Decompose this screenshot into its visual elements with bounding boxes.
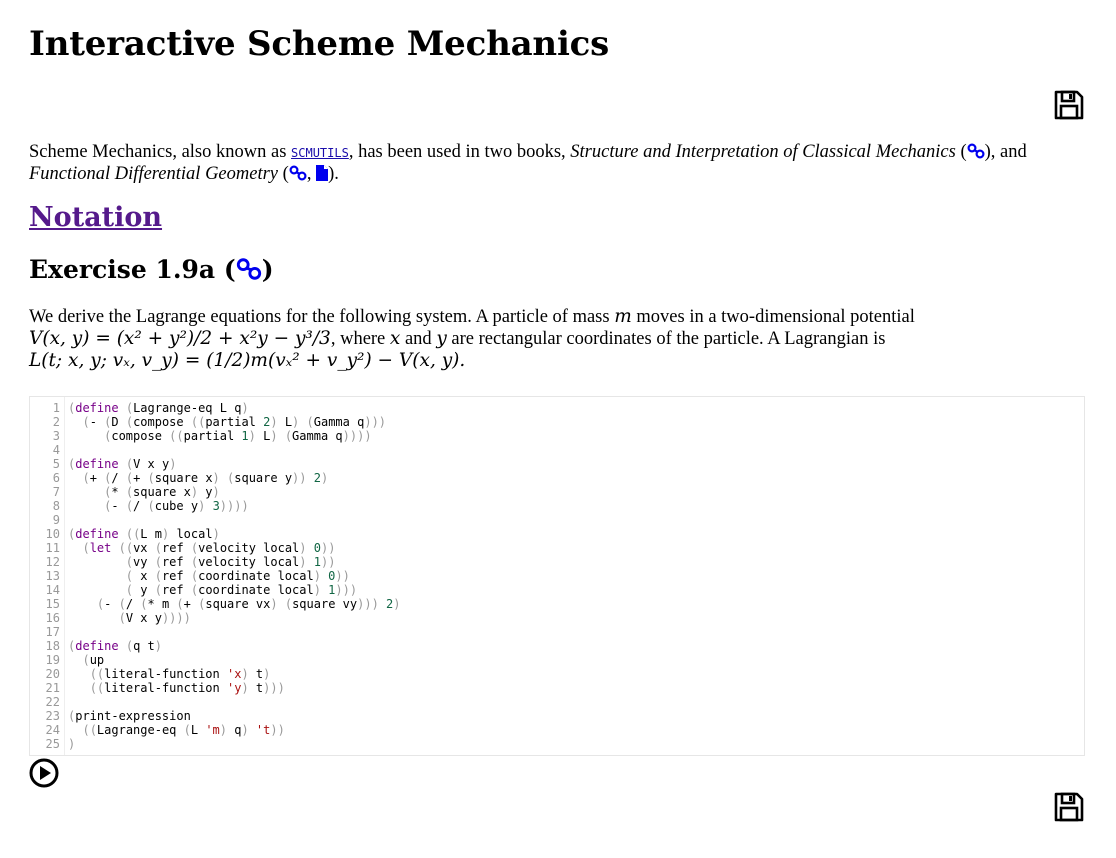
- save-icon: [1053, 791, 1085, 823]
- code-line: ( y (ref (coordinate local) 1))): [125, 583, 358, 597]
- line-number: 19: [45, 653, 60, 667]
- line-number: 10: [45, 527, 60, 541]
- scmutils-link[interactable]: SCMUTILS: [291, 146, 349, 160]
- code-line: ( x (ref (coordinate local) 0)): [125, 569, 350, 583]
- code-line: ): [68, 737, 76, 751]
- code-line: (* (square x) y): [104, 485, 220, 499]
- line-number: 4: [52, 443, 60, 457]
- line-number: 5: [52, 457, 60, 471]
- book2-title: Functional Differential Geometry: [29, 164, 279, 184]
- math-lagrangian: L(t; x, y; vₓ, v_y) = (1/2)m(vₓ² + v_y²) − V(x, y).: [29, 350, 466, 371]
- line-number: 20: [45, 667, 60, 681]
- desc-text: moves in a two-dimensional potential: [631, 307, 915, 327]
- exercise-label: Exercise 1.9a: [29, 255, 216, 284]
- line-number: 13: [45, 569, 60, 583]
- line-number: 2: [52, 415, 60, 429]
- save-button-top[interactable]: [1053, 89, 1085, 121]
- code-line: [68, 695, 401, 709]
- math-potential: V(x, y) = (x² + y²)/2 + x²y − y³/3: [29, 328, 331, 349]
- run-button[interactable]: [29, 758, 59, 788]
- gutter-divider: [64, 397, 65, 755]
- exercise-heading: [29, 255, 274, 287]
- code-line: ((literal-function 'y) t))): [89, 681, 285, 695]
- link-icon[interactable]: [967, 143, 985, 164]
- line-number: 1: [52, 401, 60, 415]
- line-number: 12: [45, 555, 60, 569]
- code-line: (up: [82, 653, 105, 667]
- code-line: [68, 513, 401, 527]
- code-line: ((Lagrange-eq (L 'm) q) 't)): [82, 723, 285, 737]
- code-line: (vy (ref (velocity local) 1)): [125, 555, 336, 569]
- line-number: 7: [52, 485, 60, 499]
- line-number: 24: [45, 723, 60, 737]
- intro-paragraph: [29, 142, 1079, 186]
- line-number: 16: [45, 611, 60, 625]
- intro-text: (: [955, 142, 967, 162]
- code-line: ((literal-function 'x) t): [89, 667, 271, 681]
- line-number-gutter: [30, 401, 60, 751]
- line-number: 3: [52, 429, 60, 443]
- desc-text: We derive the Lagrange equations for the following system. A particle of mass: [29, 307, 615, 327]
- exercise-paren: (: [223, 255, 236, 284]
- page-title: Interactive Scheme Mechanics: [29, 24, 610, 64]
- code-line: (define ((L m) local): [68, 527, 220, 541]
- save-icon: [1053, 89, 1085, 121]
- code-line: (define (Lagrange-eq L q): [68, 401, 249, 415]
- play-icon: [29, 758, 59, 788]
- book1-title: Structure and Interpretation of Classical Mechanics: [570, 142, 956, 162]
- line-number: 25: [45, 737, 60, 751]
- save-button-bottom[interactable]: [1053, 791, 1085, 823]
- line-number: 18: [45, 639, 60, 653]
- desc-text: and: [400, 329, 437, 349]
- line-number: 15: [45, 597, 60, 611]
- line-number: 23: [45, 709, 60, 723]
- line-number: 14: [45, 583, 60, 597]
- code-line: [68, 625, 401, 639]
- line-number: 8: [52, 499, 60, 513]
- code-line: (compose ((partial 1) L) (Gamma q)))): [104, 429, 372, 443]
- line-number: 11: [45, 541, 60, 555]
- exercise-paren: ): [261, 255, 274, 284]
- intro-text: (: [278, 164, 289, 184]
- link-icon[interactable]: [236, 257, 262, 287]
- code-line: (define (V x y): [68, 457, 177, 471]
- line-number: 22: [45, 695, 60, 709]
- code-editor[interactable]: [29, 396, 1085, 756]
- math-y: y: [436, 328, 447, 349]
- notation-link[interactable]: Notation: [29, 202, 163, 233]
- line-number: 9: [52, 513, 60, 527]
- code-line: (- (/ (* m (+ (square vx) (square vy))) 2): [96, 597, 401, 611]
- line-number: 6: [52, 471, 60, 485]
- math-x: x: [389, 328, 401, 349]
- intro-text: Scheme Mechanics, also known as: [29, 142, 292, 162]
- intro-text: ), and: [984, 142, 1027, 162]
- desc-text: are rectangular coordinates of the particle. A Lagrangian is: [446, 329, 886, 349]
- intro-text: ).: [328, 164, 339, 184]
- line-number: 21: [45, 681, 60, 695]
- desc-text: , where: [330, 329, 390, 349]
- code-line: (let ((vx (ref (velocity local) 0)): [82, 541, 336, 555]
- intro-text: ,: [306, 164, 317, 184]
- code-line: (define (q t): [68, 639, 162, 653]
- code-area[interactable]: [68, 401, 401, 751]
- code-line: [68, 443, 401, 457]
- exercise-description: [29, 306, 1079, 372]
- intro-text: , has been used in two books,: [348, 142, 571, 162]
- code-line: (V x y)))): [118, 611, 191, 625]
- link-icon[interactable]: [289, 165, 307, 186]
- math-m: m: [614, 306, 632, 327]
- code-line: (- (D (compose ((partial 2) L) (Gamma q))): [82, 415, 387, 429]
- line-number: 17: [45, 625, 60, 639]
- code-line: (print-expression: [68, 709, 191, 723]
- code-line: (- (/ (cube y) 3)))): [104, 499, 249, 513]
- document-icon[interactable]: [316, 165, 328, 186]
- code-line: (+ (/ (+ (square x) (square y)) 2): [82, 471, 329, 485]
